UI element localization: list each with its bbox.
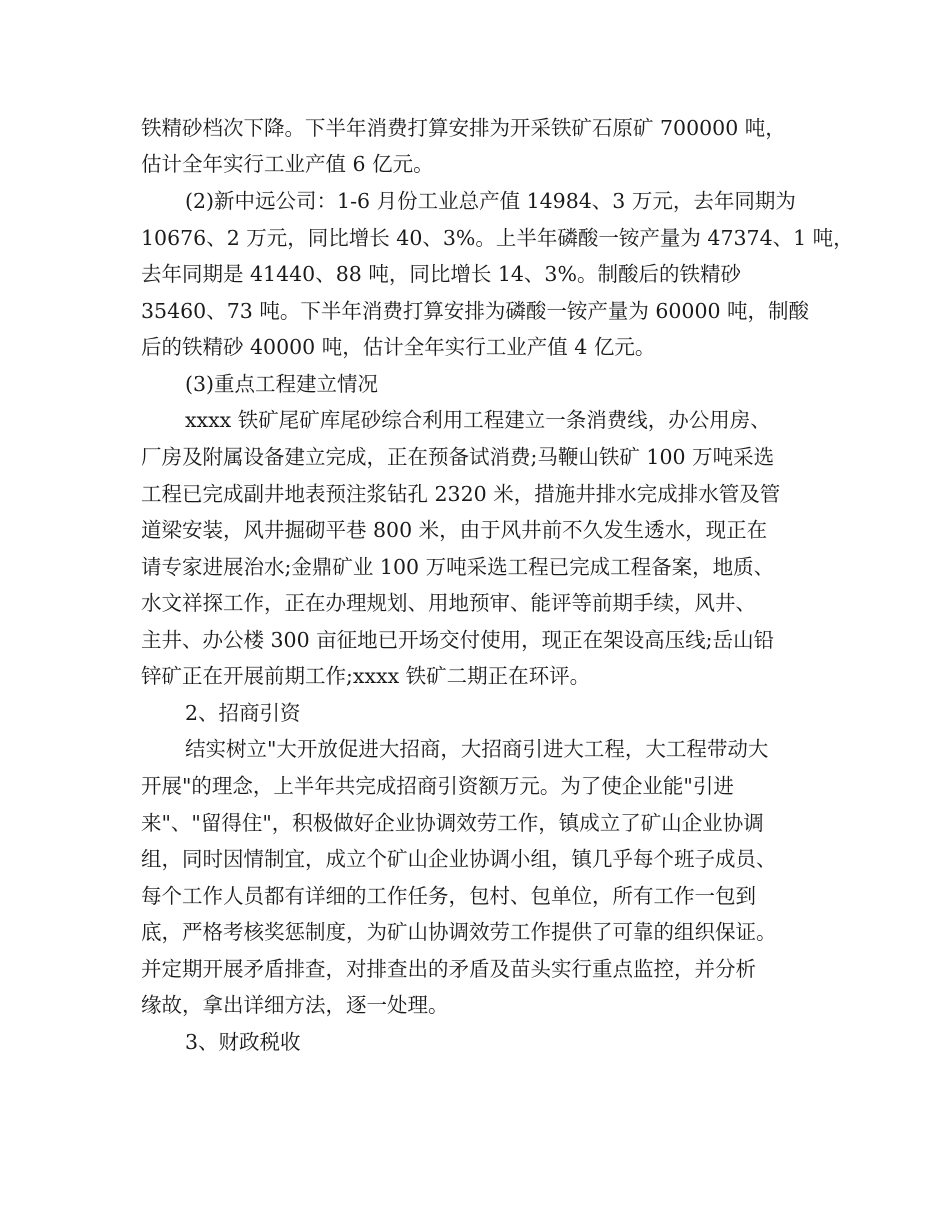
text-line: 底，严格考核奖惩制度，为矿山协调效劳工作提供了可靠的组织保证。 <box>141 920 777 944</box>
section-heading: 3、财政税收 <box>185 1030 301 1054</box>
text-line: 去年同期是 41440、88 吨，同比增长 14、3%。制酸后的铁精砂 <box>141 262 741 286</box>
text-line: 工程已完成副井地表预注浆钻孔 2320 米，措施井排水完成排水管及管 <box>141 482 781 506</box>
text-line: 主井、办公楼 300 亩征地已开场交付使用，现正在架设高压线;岳山铅 <box>141 628 775 652</box>
section-heading: (3)重点工程建立情况 <box>185 372 379 396</box>
text-line: 35460、73 吨。下半年消费打算安排为磷酸一铵产量为 60000 吨，制酸 <box>141 299 810 323</box>
section-heading: 2、招商引资 <box>185 701 301 725</box>
text-line: 铁精砂档次下降。下半年消费打算安排为开采铁矿石原矿 700000 吨， <box>141 116 786 140</box>
text-line: 来"、"留得住"，积极做好企业协调效劳工作，镇成立了矿山企业协调 <box>141 811 764 835</box>
text-line: 锌矿正在开展前期工作;xxxx 铁矿二期正在环评。 <box>141 664 591 688</box>
text-line: 道梁安装，风井掘砌平巷 800 米，由于风井前不久发生透水，现正在 <box>141 518 768 542</box>
text-line: 结实树立"大开放促进大招商，大招商引进大工程，大工程带动大 <box>185 737 769 761</box>
text-line: xxxx 铁矿尾矿库尾砂综合利用工程建立一条消费线，办公用房、 <box>185 408 771 432</box>
text-line: 厂房及附属设备建立完成，正在预备试消费;马鞭山铁矿 100 万吨采选 <box>141 445 775 469</box>
text-line: 10676、2 万元，同比增长 40、3%。上半年磷酸一铵产量为 47374、1 吨， <box>141 226 854 250</box>
text-line: 请专家进展治水;金鼎矿业 100 万吨采选工程已完成工程备案，地质、 <box>141 555 775 579</box>
text-line: 每个工作人员都有详细的工作任务，包村、包单位，所有工作一包到 <box>141 884 756 908</box>
text-line: 缘故，拿出详细方法，逐一处理。 <box>141 993 449 1017</box>
text-line: 组，同时因情制宜，成立个矿山企业协调小组，镇几乎每个班子成员、 <box>141 847 777 871</box>
text-line: 水文祥探工作，正在办理规划、用地预审、能评等前期手续，风井、 <box>141 591 756 615</box>
text-line: 后的铁精砂 40000 吨，估计全年实行工业产值 4 亿元。 <box>141 335 656 359</box>
text-line: 估计全年实行工业产值 6 亿元。 <box>141 152 434 176</box>
text-line: 并定期开展矛盾排查，对排查出的矛盾及苗头实行重点监控，并分析 <box>141 957 756 981</box>
text-line: 开展"的理念，上半年共完成招商引资额万元。为了使企业能"引进 <box>141 774 734 798</box>
text-line: (2)新中远公司：1-6 月份工业总产值 14984、3 万元，去年同期为 <box>185 189 796 213</box>
